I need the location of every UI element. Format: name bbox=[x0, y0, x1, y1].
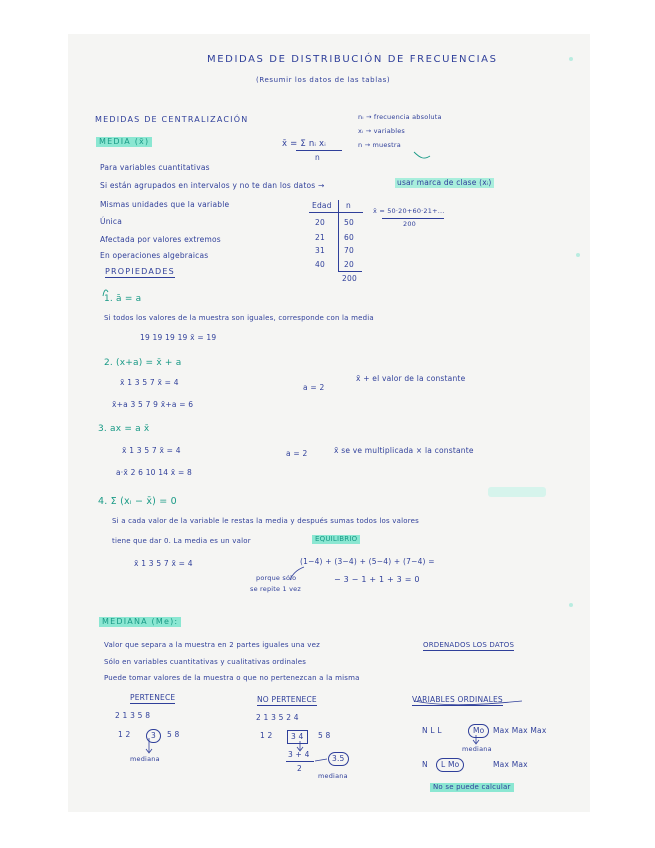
table-cell: 20 bbox=[315, 218, 325, 227]
no-pertenece-row1: 2 1 3 5 2 4 bbox=[256, 713, 299, 722]
legend-xi: xᵢ → variables bbox=[358, 127, 405, 135]
pertenece-row2-right: 5 8 bbox=[167, 730, 180, 739]
ordinales-l-mo-circle: L Mo bbox=[436, 758, 464, 772]
table-calc: x̄ = 50·20+60·21+... bbox=[373, 207, 445, 215]
no-pertenece-mediana-label: mediana bbox=[318, 772, 348, 780]
prop4-because: porque sólo bbox=[256, 574, 297, 582]
table-cell: 40 bbox=[315, 260, 325, 269]
table-header-n: n bbox=[346, 201, 351, 210]
media-line-2: Si están agrupados en intervalos y no te dan los datos → bbox=[100, 181, 325, 190]
table-cell: 50 bbox=[344, 218, 354, 227]
prop2-row2: x̄+a 3 5 7 9 x̄+a = 6 bbox=[112, 400, 194, 409]
media-line-6: En operaciones algebraicas bbox=[100, 251, 209, 260]
pertenece-row2-left: 1 2 bbox=[118, 730, 131, 739]
prop4-sum: (1−4) + (3−4) + (5−4) + (7−4) = bbox=[300, 557, 435, 566]
prop2-note: x̄ + el valor de la constante bbox=[356, 374, 466, 383]
teal-tick-mark bbox=[103, 290, 108, 296]
prop4-line1: Si a cada valor de la variable le restas la media y después sumas todos los valores bbox=[112, 517, 419, 525]
media-line-1: Para variables cuantitativas bbox=[100, 163, 210, 172]
no-pertenece-frac-num: 3 + 4 bbox=[288, 750, 310, 759]
prop2-a: a = 2 bbox=[303, 383, 325, 392]
pertenece-row1: 2 1 3 5 8 bbox=[115, 711, 151, 720]
ordinales-mediana-label: mediana bbox=[462, 745, 492, 753]
prop1-example: 19 19 19 19 x̄ = 19 bbox=[140, 333, 217, 342]
no-pertenece-frac-den: 2 bbox=[297, 764, 302, 773]
prop3-row2: a·x̄ 2 6 10 14 x̄ = 8 bbox=[116, 468, 193, 477]
table-header-edad: Edad bbox=[312, 201, 332, 210]
page-subtitle: (Resumir los datos de las tablas) bbox=[256, 76, 391, 84]
mean-formula: x̄ = Σ nᵢ xᵢ bbox=[282, 139, 326, 149]
section-heading-centralizacion: MEDIDAS DE CENTRALIZACIÓN bbox=[95, 115, 249, 124]
no-se-puede-calcular-note: No se puede calcular bbox=[430, 783, 514, 792]
prop3-a: a = 2 bbox=[286, 449, 308, 458]
ordinales-row2-left: N bbox=[422, 760, 428, 769]
table-cell: 70 bbox=[344, 246, 354, 255]
table-cell: 20 bbox=[344, 260, 354, 269]
underline-curve bbox=[414, 701, 522, 705]
ordinales-row2-right: Max Max bbox=[493, 760, 528, 769]
prop3-note: x̄ se ve multiplicada × la constante bbox=[334, 446, 474, 455]
prop3-title: 3. ax = a x̄ bbox=[98, 424, 150, 434]
teal-bracket-mark bbox=[414, 152, 430, 158]
prop4-row: x̄ 1 3 5 7 x̄ = 4 bbox=[134, 559, 193, 568]
legend-n: n → muestra bbox=[358, 141, 401, 149]
prop1-text: Si todos los valores de la muestra son iguales, corresponde con la media bbox=[104, 314, 374, 322]
col-variables-ordinales: VARIABLES ORDINALES bbox=[412, 695, 503, 704]
no-pertenece-row2-right: 5 8 bbox=[318, 731, 331, 740]
table-cell: 31 bbox=[315, 246, 325, 255]
class-mark-note: usar marca de clase (xᵢ) bbox=[397, 178, 492, 187]
mean-formula-denominator: n bbox=[315, 153, 320, 162]
table-cell: 60 bbox=[344, 233, 354, 242]
mediana-line-1: Valor que separa a la muestra en 2 partes iguales una vez bbox=[104, 641, 321, 649]
table-total: 200 bbox=[342, 274, 357, 283]
media-line-5: Afectada por valores extremos bbox=[100, 235, 221, 244]
arrow-right-icon bbox=[315, 759, 327, 761]
no-pertenece-row2-left: 1 2 bbox=[260, 731, 273, 740]
mediana-heading: MEDIANA (Me): bbox=[99, 617, 181, 627]
legend-ni: nᵢ → frecuencia absoluta bbox=[358, 113, 442, 121]
table-calc-den: 200 bbox=[403, 220, 417, 228]
col-pertenece: PERTENECE bbox=[130, 693, 176, 702]
prop4-repeats: se repite 1 vez bbox=[250, 585, 301, 593]
media-heading: MEDIA (x̄) bbox=[96, 137, 152, 147]
ordenados-datos: ORDENADOS LOS DATOS bbox=[423, 641, 515, 649]
prop1-title: 1. ā = a bbox=[104, 294, 142, 304]
table-cell: 21 bbox=[315, 233, 325, 242]
prop4-line2: tiene que dar 0. La media es un valor bbox=[112, 537, 251, 545]
mediana-line-2: Sólo en variables cuantitativas y cualitativas ordinales bbox=[104, 658, 307, 666]
col-no-pertenece: NO PERTENECE bbox=[257, 695, 317, 704]
pertenece-mediana-label: mediana bbox=[130, 755, 160, 763]
prop2-row1: x̄ 1 3 5 7 x̄ = 4 bbox=[120, 378, 179, 387]
page-title: MEDIDAS DE DISTRIBUCIÓN DE FRECUENCIAS bbox=[207, 54, 498, 65]
ordinales-row1-left: N L L bbox=[422, 726, 442, 735]
media-line-3: Mismas unidades que la variable bbox=[100, 200, 230, 209]
media-line-4: Única bbox=[100, 217, 123, 226]
prop4-result: − 3 − 1 + 1 + 3 = 0 bbox=[334, 575, 420, 584]
no-pertenece-result-circle: 3.5 bbox=[328, 752, 349, 766]
pertenece-median-circle: 3 bbox=[146, 729, 161, 743]
no-pertenece-box: 3 4 bbox=[287, 730, 308, 744]
equilibrio-highlight: EQUILIBRIO bbox=[312, 535, 360, 544]
prop3-row1: x̄ 1 3 5 7 x̄ = 4 bbox=[122, 446, 181, 455]
ordinales-mo-circle: Mo bbox=[468, 724, 489, 738]
prop4-title: 4. Σ (xᵢ − x̄) = 0 bbox=[98, 496, 177, 507]
arrow-pointer-icon bbox=[290, 567, 304, 580]
ordinales-row1-right: Max Max Max bbox=[493, 726, 547, 735]
propiedades-heading: PROPIEDADES bbox=[105, 267, 175, 276]
prop2-title: 2. (x+a) = x̄ + a bbox=[104, 358, 182, 368]
mediana-line-3: Puede tomar valores de la muestra o que no pertenezcan a la misma bbox=[104, 674, 360, 682]
